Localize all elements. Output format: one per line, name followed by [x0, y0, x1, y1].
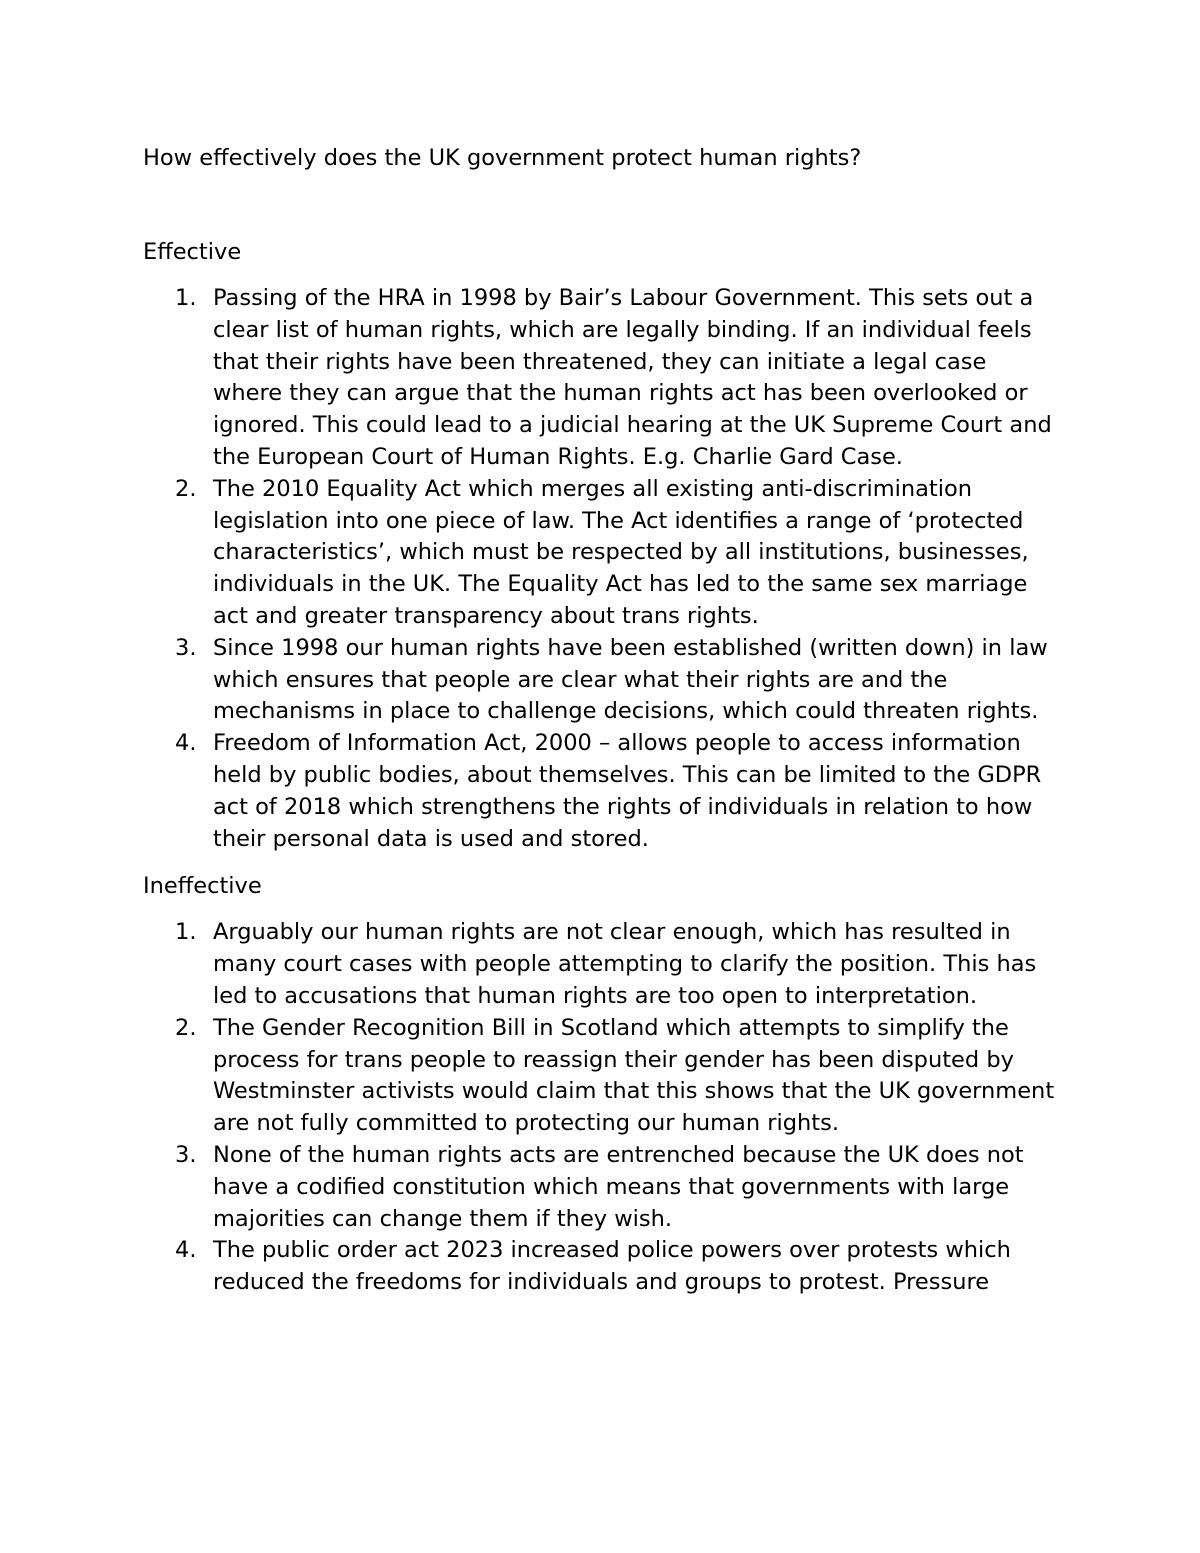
section-heading-ineffective: Ineffective [143, 873, 262, 900]
list-item-number: 3. [175, 634, 197, 661]
list-item [143, 474, 1060, 633]
list-item [143, 1140, 1060, 1235]
effective-list [143, 283, 1060, 855]
list-item-number: 2. [175, 475, 197, 502]
list-item-text: The Gender Recognition Bill in Scotland which attempts to simplify the process for trans people to reassign their gender has been disputed by Westminster activists would claim that this shows that the UK government are not fully committed to protecting our human rights. [213, 1014, 1055, 1137]
list-item-text: Since 1998 our human rights have been established (written down) in law which ensures that people are clear what their rights are and the mechanisms in place to challenge decisions, which could threaten rights. [213, 634, 1048, 725]
list-item-text: None of the human rights acts are entrenched because the UK does not have a codified constitution which means that governments with large majorities can change them if they wish. [213, 1141, 1024, 1232]
list-item-number: 1. [175, 285, 197, 311]
ineffective-list [143, 917, 1060, 1299]
list-item [143, 1235, 1060, 1299]
list-item-text: Arguably our human rights are not clear enough, which has resulted in many court cases with people attempting to clarify the position. This has led to accusations that human rights are too open to interpretation. [213, 919, 1037, 1009]
list-item [143, 633, 1060, 728]
list-item [143, 1013, 1060, 1140]
list-item-text: Freedom of Information Act, 2000 – allows people to access information held by public bodies, about themselves. This can be limited to the GDPR act of 2018 which strengthens the rights of individuals in relation to how their personal data is used and stored. [213, 730, 1042, 852]
list-item-number: 2. [175, 1014, 197, 1041]
list-item-number: 1. [175, 919, 197, 946]
section-heading-effective: Effective [143, 239, 242, 265]
list-item-number: 3. [175, 1141, 197, 1168]
list-item-text: The 2010 Equality Act which merges all existing anti-discrimination legislation into one piece of law. The Act identifies a range of ‘protected characteristics’, which must be respected by all institutions, businesses, individuals in the UK. The Equality Act has led to the same sex marriage act and greater transparency about trans rights. [213, 475, 1029, 629]
list-item-text: Passing of the HRA in 1998 by Bair’s Labour Government. This sets out a clear list of human rights, which are legally binding. If an individual feels that their rights have been threatened, they can initiate a legal case where they can argue that the human rights act has been overlooked or ignored. This could lead to a judicial hearing at the UK Supreme Court and the European Court of Human Rights. E.g. Charlie Gard Case. [213, 285, 1052, 470]
list-item-number: 4. [175, 1237, 197, 1264]
document-title: How effectively does the UK government protect human rights? [143, 145, 862, 171]
list-item [143, 728, 1060, 855]
list-item-number: 4. [175, 730, 197, 757]
list-item-text: The public order act 2023 increased police powers over protests which reduced the freedoms for individuals and groups to protest. Pressure [213, 1237, 1011, 1296]
list-item [143, 283, 1060, 474]
list-item [143, 917, 1060, 1012]
